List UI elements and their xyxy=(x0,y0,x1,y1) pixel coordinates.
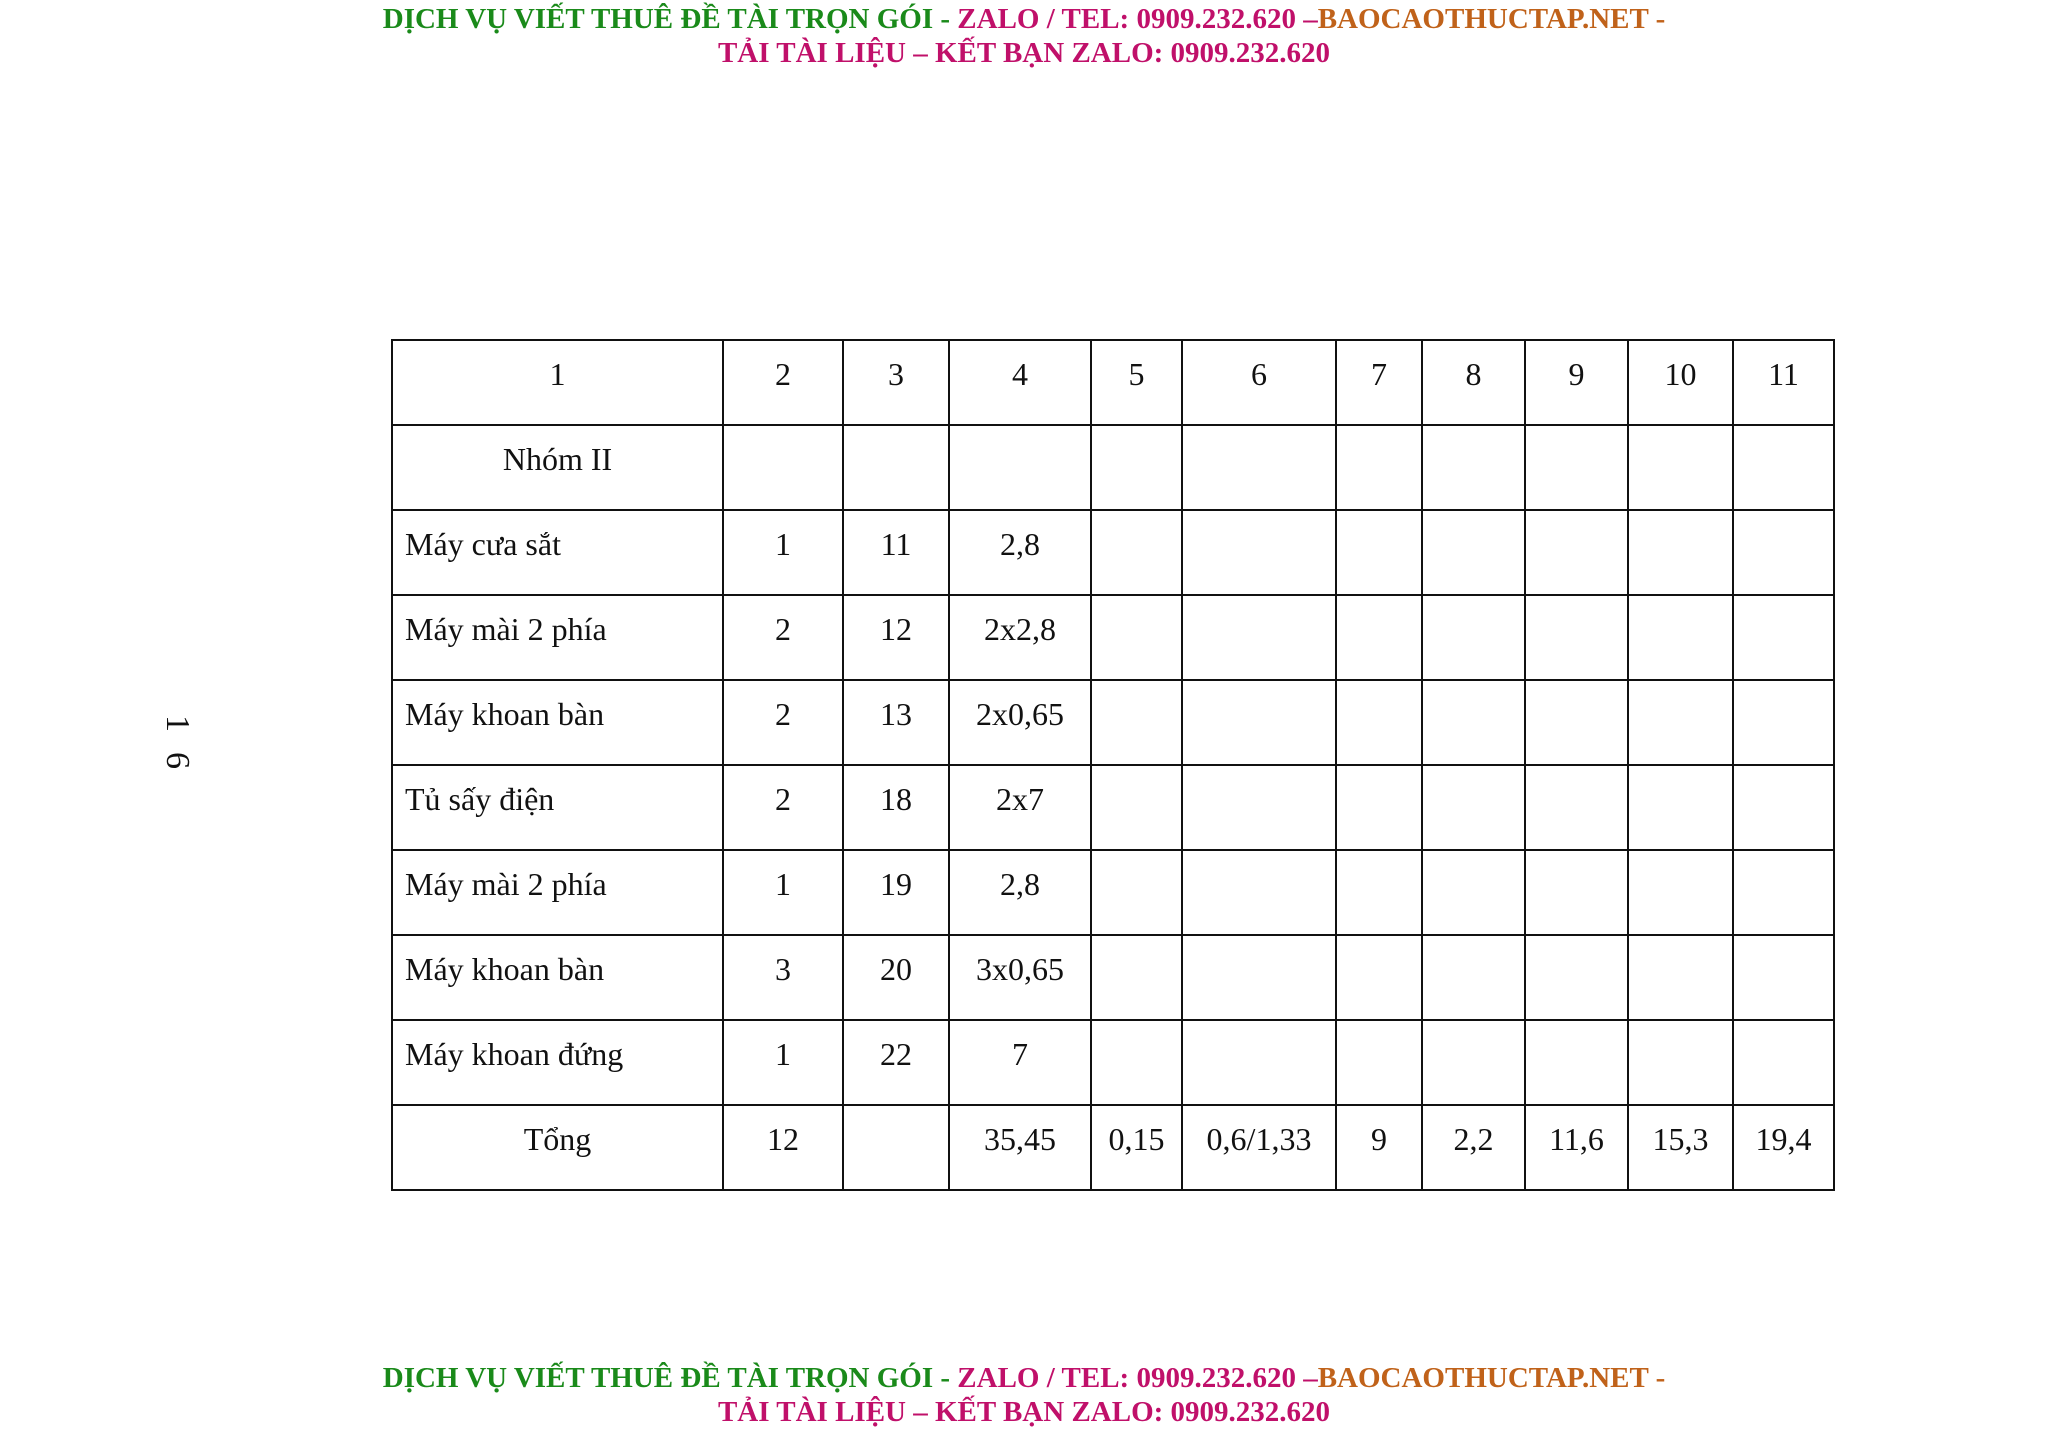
equipment-name: Tủ sấy điện xyxy=(392,765,723,850)
equipment-name: Máy khoan đứng xyxy=(392,1020,723,1105)
table-header-row xyxy=(392,340,1834,425)
table-cell xyxy=(1733,1020,1834,1105)
table-cell xyxy=(1422,510,1525,595)
header-cell: 2 xyxy=(723,340,843,425)
table-cell xyxy=(1733,425,1834,510)
group-row xyxy=(392,425,1834,510)
table-row xyxy=(392,595,1834,680)
table-cell xyxy=(1525,1020,1628,1105)
table-cell xyxy=(1336,510,1422,595)
symbol-cell: 20 xyxy=(843,935,949,1020)
footer-friend-zalo-text: KẾT BẠN ZALO: 0909.232.620 xyxy=(935,1396,1331,1428)
quantity-cell: 2 xyxy=(723,680,843,765)
total-col-10: 15,3 xyxy=(1628,1105,1733,1190)
table-cell xyxy=(1525,765,1628,850)
table-cell xyxy=(1525,595,1628,680)
table-cell xyxy=(1422,850,1525,935)
table-cell xyxy=(1091,595,1182,680)
header-cell: 3 xyxy=(843,340,949,425)
table-cell xyxy=(1422,935,1525,1020)
table-cell xyxy=(1336,1020,1422,1105)
table-cell xyxy=(1182,510,1336,595)
header-cell: 11 xyxy=(1733,340,1834,425)
symbol-cell: 11 xyxy=(843,510,949,595)
table-cell xyxy=(1628,850,1733,935)
table-cell xyxy=(1525,850,1628,935)
table-cell xyxy=(1336,425,1422,510)
header-cell: 9 xyxy=(1525,340,1628,425)
table-cell xyxy=(1091,425,1182,510)
table-cell xyxy=(1628,595,1733,680)
header-banner-line-1 xyxy=(0,2,2048,36)
total-label: Tổng xyxy=(392,1105,723,1190)
table-cell xyxy=(1091,935,1182,1020)
equipment-name: Máy mài 2 phía xyxy=(392,595,723,680)
table-cell xyxy=(1733,595,1834,680)
total-col-8: 2,2 xyxy=(1422,1105,1525,1190)
power-cell: 2x0,65 xyxy=(949,680,1091,765)
table-cell xyxy=(843,425,949,510)
quantity-cell: 3 xyxy=(723,935,843,1020)
header-cell: 7 xyxy=(1336,340,1422,425)
table-cell xyxy=(723,425,843,510)
table-cell xyxy=(1525,510,1628,595)
quantity-cell: 2 xyxy=(723,595,843,680)
header-cell: 10 xyxy=(1628,340,1733,425)
table-row xyxy=(392,935,1834,1020)
header-download-text: TẢI TÀI LIỆU – xyxy=(717,37,935,69)
table-cell xyxy=(1525,425,1628,510)
table-cell xyxy=(1733,935,1834,1020)
header-website-text: BAOCAOTHUCTAP.NET - xyxy=(1317,3,1666,35)
table-row xyxy=(392,850,1834,935)
power-cell: 2x2,8 xyxy=(949,595,1091,680)
quantity-cell: 1 xyxy=(723,1020,843,1105)
equipment-name: Máy khoan bàn xyxy=(392,680,723,765)
table-cell xyxy=(1733,680,1834,765)
power-cell: 7 xyxy=(949,1020,1091,1105)
power-cell: 2,8 xyxy=(949,850,1091,935)
table-cell xyxy=(1733,850,1834,935)
footer-banner-line-2 xyxy=(0,1395,2048,1429)
footer-zalo-tel-text: ZALO / TEL: 0909.232.620 – xyxy=(957,1362,1318,1394)
symbol-cell: 19 xyxy=(843,850,949,935)
quantity-cell: 1 xyxy=(723,850,843,935)
equipment-name: Máy khoan bàn xyxy=(392,935,723,1020)
table-cell xyxy=(1182,765,1336,850)
footer-download-text: TẢI TÀI LIỆU – xyxy=(717,1396,935,1428)
table-cell xyxy=(1422,595,1525,680)
equipment-name: Máy mài 2 phía xyxy=(392,850,723,935)
footer-website-text: BAOCAOTHUCTAP.NET - xyxy=(1317,1362,1666,1394)
total-power: 35,45 xyxy=(949,1105,1091,1190)
table-row xyxy=(392,765,1834,850)
table-cell xyxy=(1628,510,1733,595)
quantity-cell: 1 xyxy=(723,510,843,595)
table-cell xyxy=(1628,765,1733,850)
table-cell xyxy=(1091,510,1182,595)
table-row xyxy=(392,510,1834,595)
table-cell xyxy=(1422,425,1525,510)
table-cell xyxy=(1091,680,1182,765)
symbol-cell: 12 xyxy=(843,595,949,680)
footer-service-text: DỊCH VỤ VIẾT THUÊ ĐỀ TÀI TRỌN GÓI - xyxy=(382,1362,958,1394)
total-col-6: 0,6/1,33 xyxy=(1182,1105,1336,1190)
table-cell xyxy=(1182,850,1336,935)
table-row xyxy=(392,680,1834,765)
table-cell xyxy=(1336,680,1422,765)
table-cell xyxy=(949,425,1091,510)
table-cell xyxy=(1733,510,1834,595)
table-cell xyxy=(1525,935,1628,1020)
table-cell xyxy=(1336,850,1422,935)
table-cell xyxy=(1422,680,1525,765)
total-quantity: 12 xyxy=(723,1105,843,1190)
power-cell: 2x7 xyxy=(949,765,1091,850)
group-label: Nhóm II xyxy=(392,425,723,510)
header-friend-zalo-text: KẾT BẠN ZALO: 0909.232.620 xyxy=(935,37,1331,69)
table-cell xyxy=(1628,935,1733,1020)
table-cell xyxy=(1422,765,1525,850)
table-cell xyxy=(1091,765,1182,850)
table-cell xyxy=(1422,1020,1525,1105)
header-service-text: DỊCH VỤ VIẾT THUÊ ĐỀ TÀI TRỌN GÓI - xyxy=(382,3,958,35)
symbol-cell: 18 xyxy=(843,765,949,850)
table-cell xyxy=(1182,1020,1336,1105)
table-cell xyxy=(1628,680,1733,765)
header-cell: 5 xyxy=(1091,340,1182,425)
footer-banner xyxy=(0,1361,2048,1429)
total-col-11: 19,4 xyxy=(1733,1105,1834,1190)
total-col-7: 9 xyxy=(1336,1105,1422,1190)
page-number: 16 xyxy=(159,715,196,789)
total-col-5: 0,15 xyxy=(1091,1105,1182,1190)
table-cell xyxy=(1336,935,1422,1020)
symbol-cell: 22 xyxy=(843,1020,949,1105)
table-cell xyxy=(1628,1020,1733,1105)
table-cell xyxy=(1091,1020,1182,1105)
equipment-name: Máy cưa sắt xyxy=(392,510,723,595)
total-symbol xyxy=(843,1105,949,1190)
table-row xyxy=(392,1020,1834,1105)
power-cell: 3x0,65 xyxy=(949,935,1091,1020)
table-cell xyxy=(1182,935,1336,1020)
table-cell xyxy=(1628,425,1733,510)
footer-banner-line-1 xyxy=(0,1361,2048,1395)
power-cell: 2,8 xyxy=(949,510,1091,595)
header-cell: 1 xyxy=(392,340,723,425)
equipment-load-table xyxy=(391,339,1835,1191)
symbol-cell: 13 xyxy=(843,680,949,765)
table-cell xyxy=(1336,765,1422,850)
header-banner xyxy=(0,2,2048,70)
total-row xyxy=(392,1105,1834,1190)
table-cell xyxy=(1733,765,1834,850)
table-cell xyxy=(1182,595,1336,680)
table-cell xyxy=(1525,680,1628,765)
total-col-9: 11,6 xyxy=(1525,1105,1628,1190)
table-cell xyxy=(1091,850,1182,935)
header-banner-line-2 xyxy=(0,36,2048,70)
header-cell: 6 xyxy=(1182,340,1336,425)
table-cell xyxy=(1182,425,1336,510)
quantity-cell: 2 xyxy=(723,765,843,850)
header-zalo-tel-text: ZALO / TEL: 0909.232.620 – xyxy=(957,3,1318,35)
header-cell: 4 xyxy=(949,340,1091,425)
table-cell xyxy=(1336,595,1422,680)
header-cell: 8 xyxy=(1422,340,1525,425)
table-cell xyxy=(1182,680,1336,765)
